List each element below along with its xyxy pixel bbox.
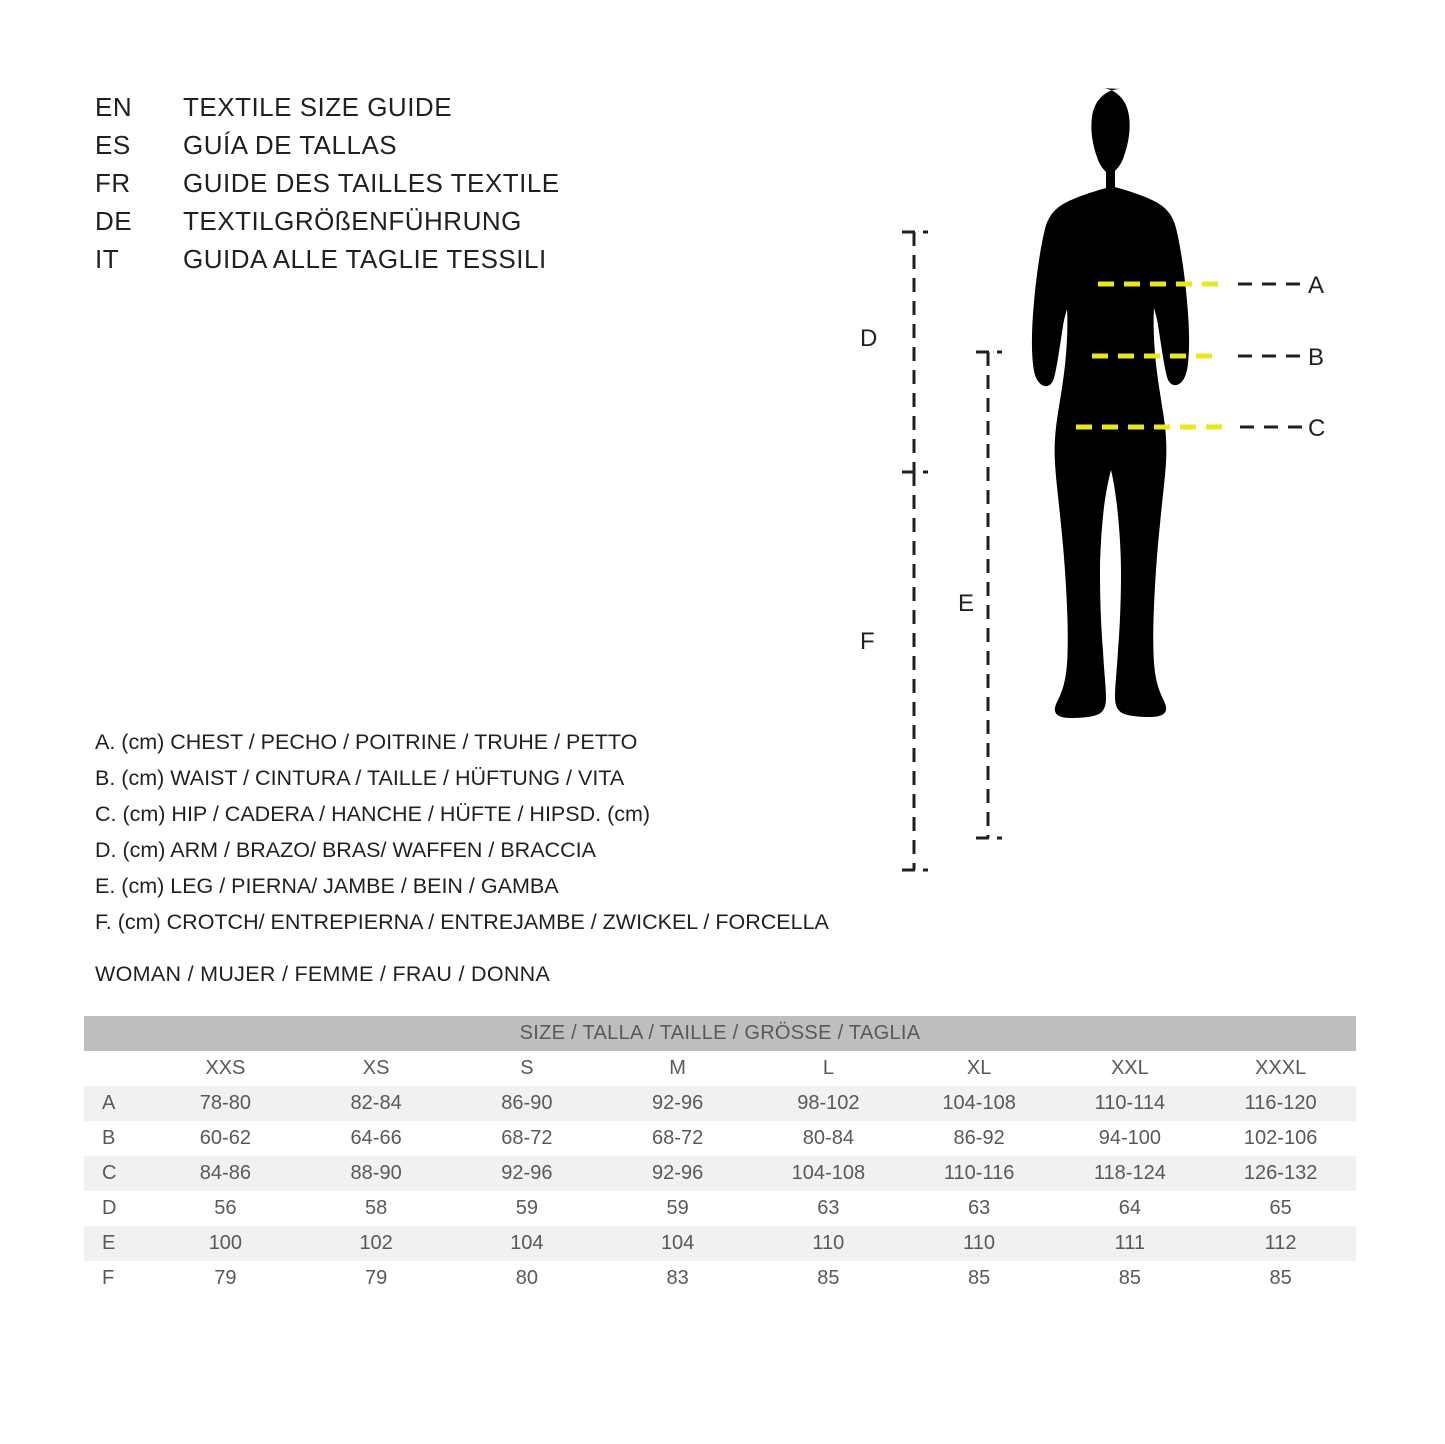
legend-item-c: C. (cm) HIP / CADERA / HANCHE / HÜFTE / HIPSD. (cm) <box>95 802 651 826</box>
cell-c-s: 92-96 <box>452 1156 603 1191</box>
cell-c-xxl: 118-124 <box>1055 1156 1206 1191</box>
legend-item-a: A. (cm) CHEST / PECHO / POITRINE / TRUHE / PETTO <box>95 730 638 754</box>
cell-f-xs: 79 <box>301 1261 452 1296</box>
title-block <box>95 92 695 282</box>
row-label-f: F <box>84 1261 150 1296</box>
size-header-xs: XS <box>301 1051 452 1086</box>
size-header-l: L <box>753 1051 904 1086</box>
size-header-xxl: XXL <box>1055 1051 1206 1086</box>
arm-length-bracket <box>902 232 928 472</box>
cell-e-m: 104 <box>602 1226 753 1261</box>
size-table <box>84 1016 1356 1296</box>
row-label-d: D <box>84 1191 150 1226</box>
title-row-de <box>95 206 695 244</box>
cell-c-xs: 88-90 <box>301 1156 452 1191</box>
cell-f-xxxl: 85 <box>1205 1261 1356 1296</box>
cell-a-m: 92-96 <box>602 1086 753 1121</box>
cell-b-xxl: 94-100 <box>1055 1121 1206 1156</box>
cell-b-xl: 86-92 <box>904 1121 1055 1156</box>
cell-c-l: 104-108 <box>753 1156 904 1191</box>
cell-d-s: 59 <box>452 1191 603 1226</box>
cell-f-l: 85 <box>753 1261 904 1296</box>
table-row <box>84 1226 1356 1261</box>
lang-code-en: EN <box>95 92 133 122</box>
woman-silhouette-icon <box>1032 88 1189 718</box>
row-label-b: B <box>84 1121 150 1156</box>
cell-a-xl: 104-108 <box>904 1086 1055 1121</box>
table-band-header <box>84 1016 1356 1051</box>
cell-b-xxxl: 102-106 <box>1205 1121 1356 1156</box>
cell-b-m: 68-72 <box>602 1121 753 1156</box>
table-row <box>84 1191 1356 1226</box>
cell-f-xxs: 79 <box>150 1261 301 1296</box>
table-size-header-row <box>84 1051 1356 1086</box>
title-text-en: TEXTILE SIZE GUIDE <box>183 92 453 122</box>
cell-a-l: 98-102 <box>753 1086 904 1121</box>
cell-f-m: 83 <box>602 1261 753 1296</box>
cell-a-xxl: 110-114 <box>1055 1086 1206 1121</box>
cell-f-s: 80 <box>452 1261 603 1296</box>
cell-d-xs: 58 <box>301 1191 452 1226</box>
table-row <box>84 1156 1356 1191</box>
title-row-en <box>95 92 695 130</box>
table-band-title: SIZE / TALLA / TAILLE / GRÖSSE / TAGLIA <box>84 1016 1356 1051</box>
lang-code-de: DE <box>95 206 133 236</box>
table-row <box>84 1086 1356 1121</box>
size-table-wrapper <box>84 1016 1356 1296</box>
size-header-xl: XL <box>904 1051 1055 1086</box>
cell-b-s: 68-72 <box>452 1121 603 1156</box>
title-text-es: GUÍA DE TALLAS <box>183 130 398 160</box>
marker-label-b: B <box>1308 344 1325 371</box>
row-label-e: E <box>84 1226 150 1261</box>
group-label: WOMAN / MUJER / FEMME / FRAU / DONNA <box>95 962 551 986</box>
cell-d-xxxl: 65 <box>1205 1191 1356 1226</box>
marker-label-d: D <box>860 325 878 352</box>
cell-c-m: 92-96 <box>602 1156 753 1191</box>
lang-code-es: ES <box>95 130 131 160</box>
cell-e-xl: 110 <box>904 1226 1055 1261</box>
title-row-fr <box>95 168 695 206</box>
cell-e-s: 104 <box>452 1226 603 1261</box>
cell-a-xs: 82-84 <box>301 1086 452 1121</box>
marker-label-e: E <box>958 590 975 617</box>
title-row-it <box>95 244 695 282</box>
cell-e-xs: 102 <box>301 1226 452 1261</box>
leg-length-bracket <box>976 352 1002 838</box>
size-header-m: M <box>602 1051 753 1086</box>
title-text-fr: GUIDE DES TAILLES TEXTILE <box>183 168 560 198</box>
cell-e-xxl: 111 <box>1055 1226 1206 1261</box>
corner-cell <box>84 1051 150 1086</box>
legend-item-b: B. (cm) WAIST / CINTURA / TAILLE / HÜFTUNG / VITA <box>95 766 625 790</box>
row-label-a: A <box>84 1086 150 1121</box>
lang-code-fr: FR <box>95 168 131 198</box>
lang-code-it: IT <box>95 244 120 274</box>
silhouette-svg <box>840 60 1360 920</box>
cell-d-xxs: 56 <box>150 1191 301 1226</box>
cell-b-xxs: 60-62 <box>150 1121 301 1156</box>
legend-item-f: F. (cm) CROTCH/ ENTREPIERNA / ENTREJAMBE / ZWICKEL / FORCELLA <box>95 910 829 934</box>
cell-d-m: 59 <box>602 1191 753 1226</box>
table-row <box>84 1261 1356 1296</box>
cell-e-xxxl: 112 <box>1205 1226 1356 1261</box>
marker-label-c: C <box>1308 415 1326 442</box>
marker-label-a: A <box>1308 272 1325 299</box>
body-measurement-diagram <box>840 60 1360 920</box>
cell-c-xxs: 84-86 <box>150 1156 301 1191</box>
cell-d-xxl: 64 <box>1055 1191 1206 1226</box>
title-text-de: TEXTILGRÖßENFÜHRUNG <box>183 206 522 236</box>
title-text-it: GUIDA ALLE TAGLIE TESSILI <box>183 244 547 274</box>
size-header-s: S <box>452 1051 603 1086</box>
cell-a-xxxl: 116-120 <box>1205 1086 1356 1121</box>
cell-e-xxs: 100 <box>150 1226 301 1261</box>
size-header-xxxl: XXXL <box>1205 1051 1356 1086</box>
measurement-legend <box>95 724 925 940</box>
cell-c-xl: 110-116 <box>904 1156 1055 1191</box>
table-row <box>84 1121 1356 1156</box>
cell-d-xl: 63 <box>904 1191 1055 1226</box>
cell-a-xxs: 78-80 <box>150 1086 301 1121</box>
row-label-c: C <box>84 1156 150 1191</box>
legend-item-d: D. (cm) ARM / BRAZO/ BRAS/ WAFFEN / BRACCIA <box>95 838 596 862</box>
cell-e-l: 110 <box>753 1226 904 1261</box>
title-row-es <box>95 130 695 168</box>
size-header-xxs: XXS <box>150 1051 301 1086</box>
cell-f-xl: 85 <box>904 1261 1055 1296</box>
marker-label-f: F <box>860 628 875 655</box>
cell-c-xxxl: 126-132 <box>1205 1156 1356 1191</box>
cell-b-xs: 64-66 <box>301 1121 452 1156</box>
cell-d-l: 63 <box>753 1191 904 1226</box>
legend-item-e: E. (cm) LEG / PIERNA/ JAMBE / BEIN / GAMBA <box>95 874 559 898</box>
cell-f-xxl: 85 <box>1055 1261 1206 1296</box>
crotch-height-bracket <box>902 472 928 870</box>
cell-a-s: 86-90 <box>452 1086 603 1121</box>
cell-b-l: 80-84 <box>753 1121 904 1156</box>
